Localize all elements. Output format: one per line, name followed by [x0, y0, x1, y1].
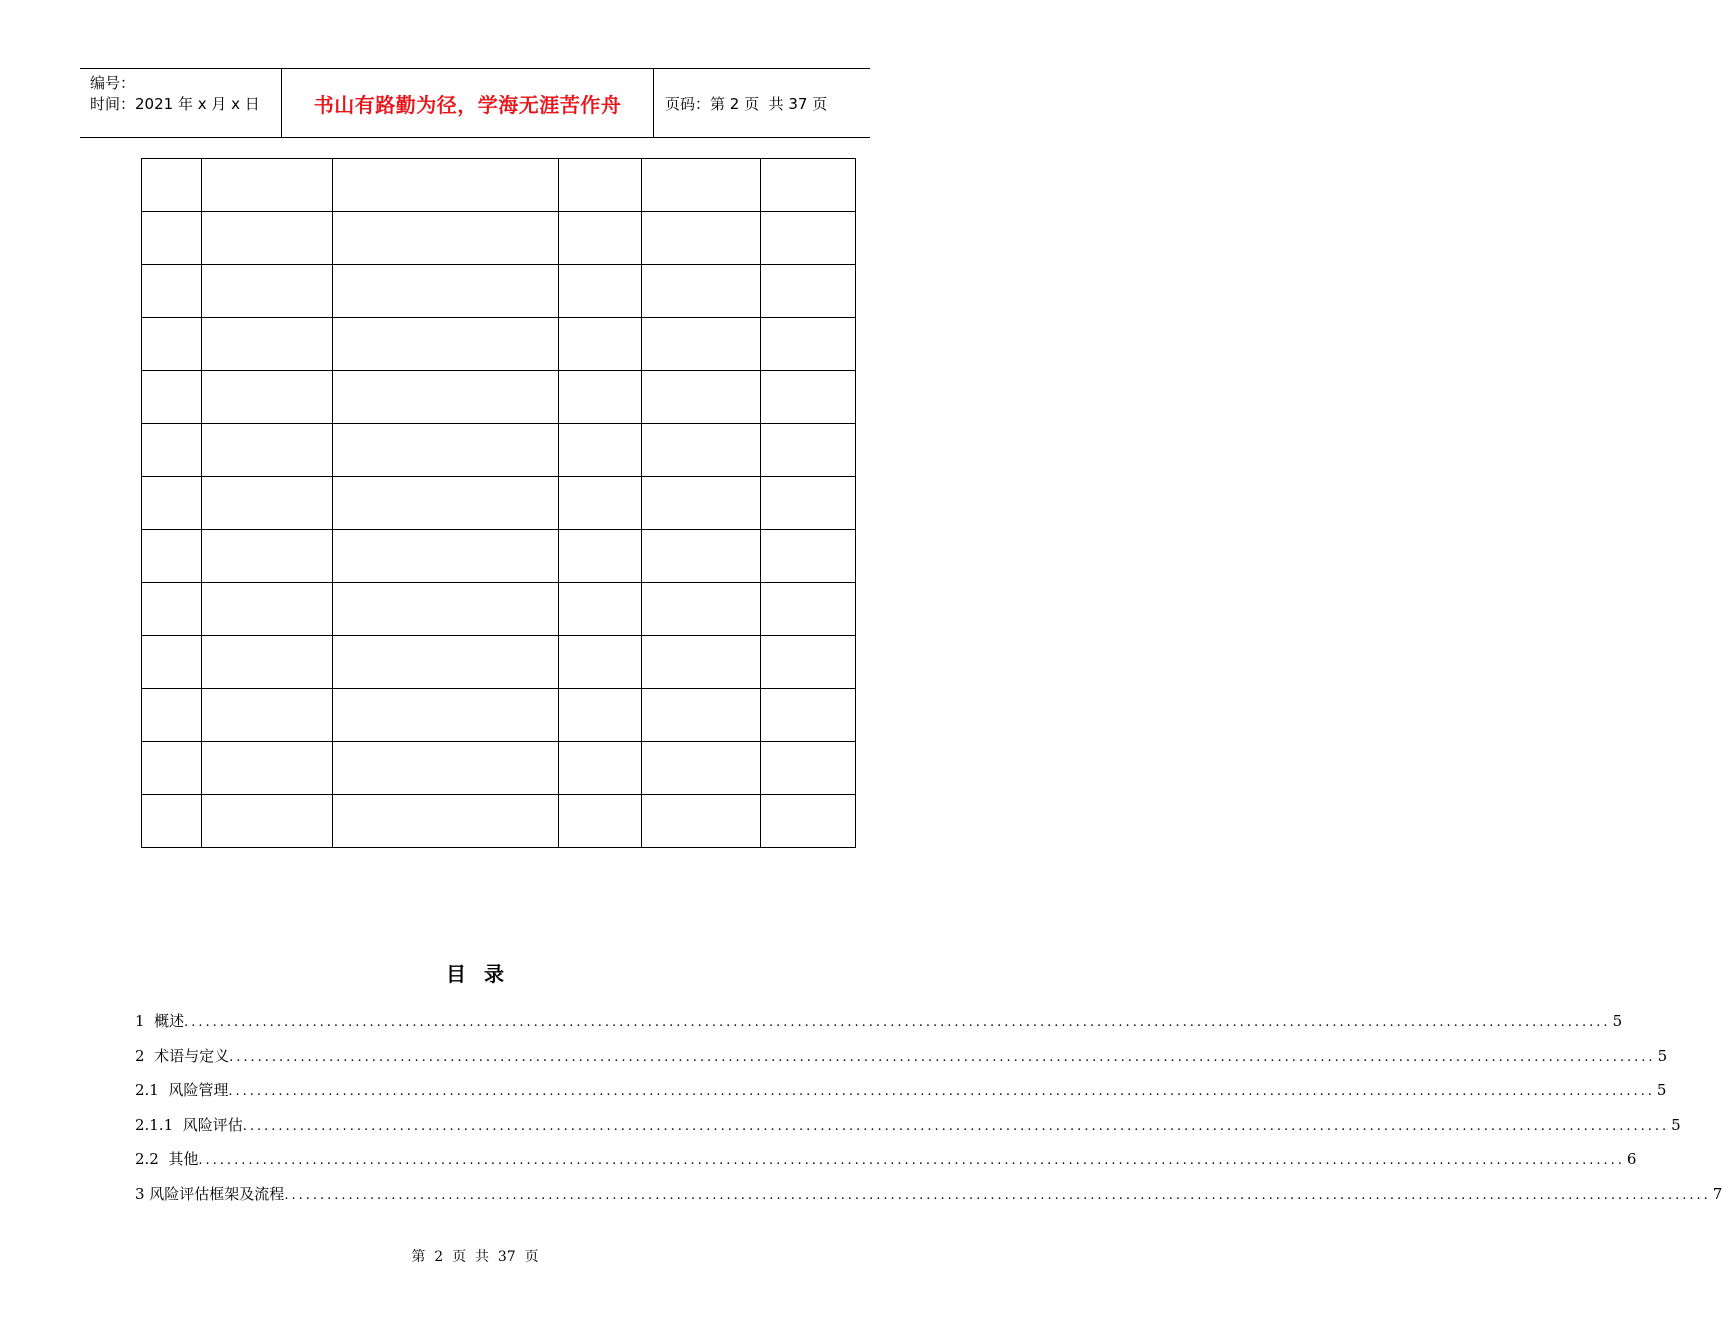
table-cell: [142, 159, 202, 212]
table-cell: [142, 424, 202, 477]
table-cell: [642, 212, 761, 265]
table-row: [142, 689, 856, 742]
table-cell: [642, 265, 761, 318]
table-cell: [142, 795, 202, 848]
table-cell: [559, 795, 642, 848]
toc-title: 目录: [446, 962, 522, 986]
table-cell: [761, 212, 856, 265]
table-cell: [559, 689, 642, 742]
table-of-contents: [135, 1010, 1722, 1218]
table-cell: [333, 477, 559, 530]
table-cell: [642, 795, 761, 848]
table-cell: [142, 742, 202, 795]
toc-entry-page: 5: [1612, 1012, 1623, 1030]
toc-leader-dots: ........................................................................................................................................................................................................: [228, 1084, 1655, 1100]
table-row: [142, 795, 856, 848]
table-cell: [142, 318, 202, 371]
table-cell: [142, 265, 202, 318]
toc-entry-text: 2 术语与定义: [135, 1046, 230, 1065]
table-cell: [761, 689, 856, 742]
table-cell: [333, 530, 559, 583]
page-header: [80, 68, 870, 138]
toc-entry-text: 2.2 其他: [135, 1150, 199, 1169]
toc-entry-page: 5: [1657, 1046, 1668, 1065]
table-cell: [761, 530, 856, 583]
table-cell: [202, 795, 333, 848]
table-cell: [761, 636, 856, 689]
table-cell: [333, 689, 559, 742]
table-row: [142, 212, 856, 265]
header-meta: [90, 73, 260, 115]
header-page-info: 页码：第 2 页 共 37 页: [665, 94, 828, 113]
toc-entry-text: 3 风险评估框架及流程: [135, 1184, 285, 1203]
table-cell: [142, 212, 202, 265]
toc-leader-dots: ........................................................................................................................................................................................................: [229, 1049, 1656, 1065]
table-row: [142, 636, 856, 689]
table-cell: [761, 583, 856, 636]
table-cell: [761, 424, 856, 477]
toc-entry-text: 2.1.1 风险评估: [135, 1115, 243, 1134]
table-cell: [559, 530, 642, 583]
toc-entry[interactable]: [135, 1010, 1623, 1045]
table-cell: [142, 583, 202, 636]
header-divider: [653, 69, 654, 137]
table-cell: [761, 318, 856, 371]
blank-revision-table: [141, 158, 856, 848]
toc-entry[interactable]: [135, 1079, 1667, 1114]
table-cell: [142, 689, 202, 742]
toc-entry-page: 5: [1671, 1115, 1681, 1134]
document-number-label: 编号：: [90, 74, 136, 92]
table-cell: [333, 371, 559, 424]
table-cell: [333, 212, 559, 265]
table-row: [142, 583, 856, 636]
table-cell: [761, 742, 856, 795]
table-cell: [333, 636, 559, 689]
table-cell: [142, 371, 202, 424]
table-cell: [642, 424, 761, 477]
table-row: [142, 477, 856, 530]
table-row: [142, 265, 856, 318]
table-cell: [142, 636, 202, 689]
toc-entry-text: 2.1 风险管理: [135, 1081, 229, 1100]
table-cell: [642, 477, 761, 530]
table-cell: [642, 636, 761, 689]
table-cell: [761, 265, 856, 318]
table-cell: [333, 265, 559, 318]
table-cell: [559, 265, 642, 318]
toc-entry-page: 5: [1656, 1081, 1667, 1100]
toc-entry[interactable]: [135, 1045, 1668, 1080]
table-cell: [642, 159, 761, 212]
table-cell: [142, 530, 202, 583]
toc-entry-page: 6: [1626, 1150, 1637, 1169]
table-row: [142, 424, 856, 477]
table-cell: [142, 477, 202, 530]
toc-entry-page: 7: [1712, 1184, 1722, 1203]
table-row: [142, 530, 856, 583]
table-cell: [202, 530, 333, 583]
table-cell: [202, 689, 333, 742]
table-cell: [202, 265, 333, 318]
header-motto: 书山有路勤为径，学海无涯苦作舟: [313, 92, 622, 117]
table-cell: [642, 742, 761, 795]
page-footer: 第 2 页 共 37 页: [411, 1249, 539, 1265]
table-cell: [761, 159, 856, 212]
table-cell: [642, 583, 761, 636]
toc-entry[interactable]: [135, 1183, 1722, 1218]
document-time-label: 时间：2021 年 x 月 x 日: [90, 95, 260, 113]
table-cell: [202, 742, 333, 795]
table-cell: [202, 636, 333, 689]
table-cell: [202, 477, 333, 530]
table-row: [142, 742, 856, 795]
table-cell: [761, 795, 856, 848]
table-cell: [333, 424, 559, 477]
table-cell: [559, 477, 642, 530]
table-cell: [642, 530, 761, 583]
table-cell: [202, 424, 333, 477]
table-cell: [333, 795, 559, 848]
table-cell: [642, 689, 761, 742]
table-row: [142, 159, 856, 212]
table-cell: [642, 318, 761, 371]
table-cell: [202, 371, 333, 424]
table-cell: [559, 636, 642, 689]
table-cell: [333, 318, 559, 371]
table-cell: [202, 318, 333, 371]
table-cell: [559, 159, 642, 212]
table-cell: [202, 212, 333, 265]
table-cell: [559, 742, 642, 795]
table-cell: [202, 583, 333, 636]
toc-leader-dots: ........................................................................................................................................................................................................: [284, 1187, 1711, 1203]
table-row: [142, 371, 856, 424]
toc-leader-dots: ........................................................................................................................................................................................................: [184, 1015, 1611, 1030]
table-row: [142, 318, 856, 371]
toc-entry[interactable]: [135, 1148, 1637, 1183]
table-cell: [559, 212, 642, 265]
toc-leader-dots: ........................................................................................................................................................................................................: [198, 1153, 1625, 1169]
table-cell: [333, 583, 559, 636]
table-cell: [761, 477, 856, 530]
table-cell: [559, 318, 642, 371]
table-cell: [559, 371, 642, 424]
toc-entry-text: 1 概述: [135, 1012, 185, 1030]
table-cell: [333, 159, 559, 212]
toc-entry[interactable]: [135, 1114, 1681, 1149]
table-cell: [333, 742, 559, 795]
toc-leader-dots: ........................................................................................................................................................................................................: [242, 1118, 1670, 1134]
table-cell: [559, 424, 642, 477]
table-cell: [761, 371, 856, 424]
table-cell: [202, 159, 333, 212]
table-cell: [559, 583, 642, 636]
table-cell: [642, 371, 761, 424]
